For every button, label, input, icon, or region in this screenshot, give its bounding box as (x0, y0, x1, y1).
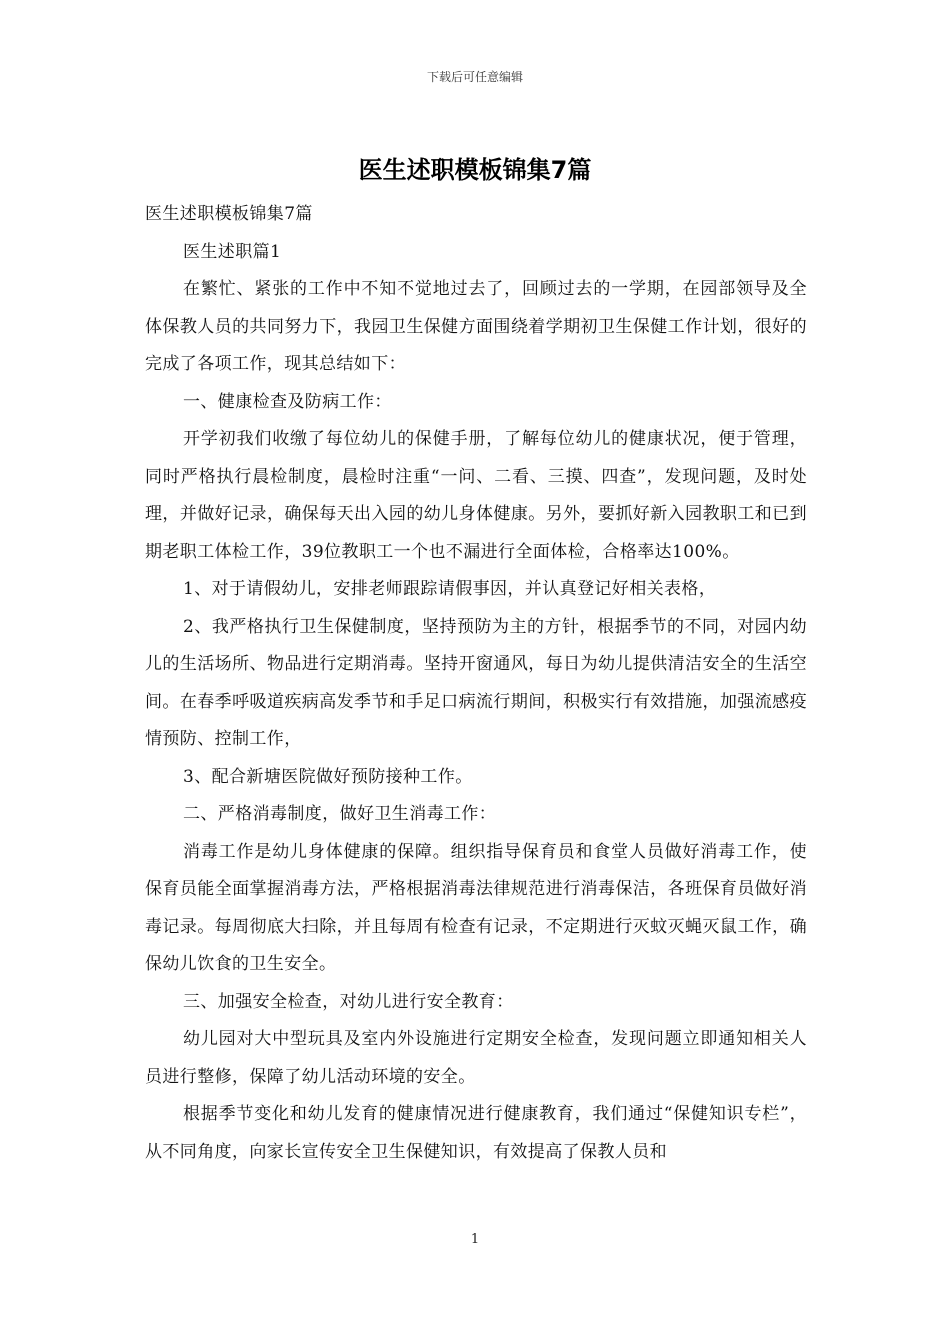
paragraph: 医生述职模板锦集7篇 (145, 204, 313, 224)
document-title: 医生述职模板锦集7篇 (358, 156, 592, 184)
paragraph: 根据季节变化和幼儿发育的健康情况进行健康教育，我们通过“保健知识专栏”，从不同角度，向家长宣传安全卫生保健知识，有效提高了保教人员和 (145, 1104, 807, 1162)
section-heading: 医生述职篇1 (183, 241, 282, 262)
page-number: 1 (470, 1232, 480, 1247)
subsection-heading: 三、加强安全检查，对幼儿进行安全教育： (183, 991, 514, 1012)
list-item: 2、我严格执行卫生保健制度，坚持预防为主的方针，根据季节的不同，对园内幼儿的生活场所、物品进行定期消毒。坚持开窗通风，每日为幼儿提供清洁安全的生活空间。在春季呼吸道疾病高发季节和手足口病流行期间，积极实行有效措施，加强流感疫情预防、控制工作， (145, 616, 807, 749)
subsection-heading: 二、严格消毒制度，做好卫生消毒工作： (183, 804, 497, 824)
document-body (145, 196, 807, 1171)
list-item: 1、对于请假幼儿，安排老师跟踪请假事因，并认真登记好相关表格， (183, 579, 717, 599)
paragraph: 幼儿园对大中型玩具及室内外设施进行定期安全检查，发现问题立即通知相关人员进行整修，保障了幼儿活动环境的安全。 (145, 1029, 807, 1087)
paragraph: 开学初我们收缴了每位幼儿的保健手册，了解每位幼儿的健康状况，便于管理，同时严格执行晨检制度，晨检时注重“一问、二看、三摸、四查”，发现问题，及时处理，并做好记录，确保每天出入园的幼儿身体健康。另外，要抓好新入园教职工和已到期老职工体检工作，39位教职工一个也不漏进行全面体检，合格率达100%。 (145, 429, 807, 562)
paragraph: 消毒工作是幼儿身体健康的保障。组织指导保育员和食堂人员做好消毒工作，使保育员能全面掌握消毒方法，严格根据消毒法律规范进行消毒保洁，各班保育员做好消毒记录。每周彻底大扫除，并且每周有检查有记录，不定期进行灭蚊灭蝇灭鼠工作，确保幼儿饮食的卫生安全。 (145, 841, 807, 974)
header-note: 下载后可任意编辑 (426, 70, 523, 84)
list-item: 3、配合新塘医院做好预防接种工作。 (183, 766, 473, 787)
paragraph: 在繁忙、紧张的工作中不知不觉地过去了，回顾过去的一学期，在园部领导及全体保教人员的共同努力下，我园卫生保健方面围绕着学期初卫生保健工作计划，很好的完成了各项工作，现其总结如下： (145, 279, 807, 374)
subsection-heading: 一、健康检查及防病工作： (183, 391, 392, 412)
